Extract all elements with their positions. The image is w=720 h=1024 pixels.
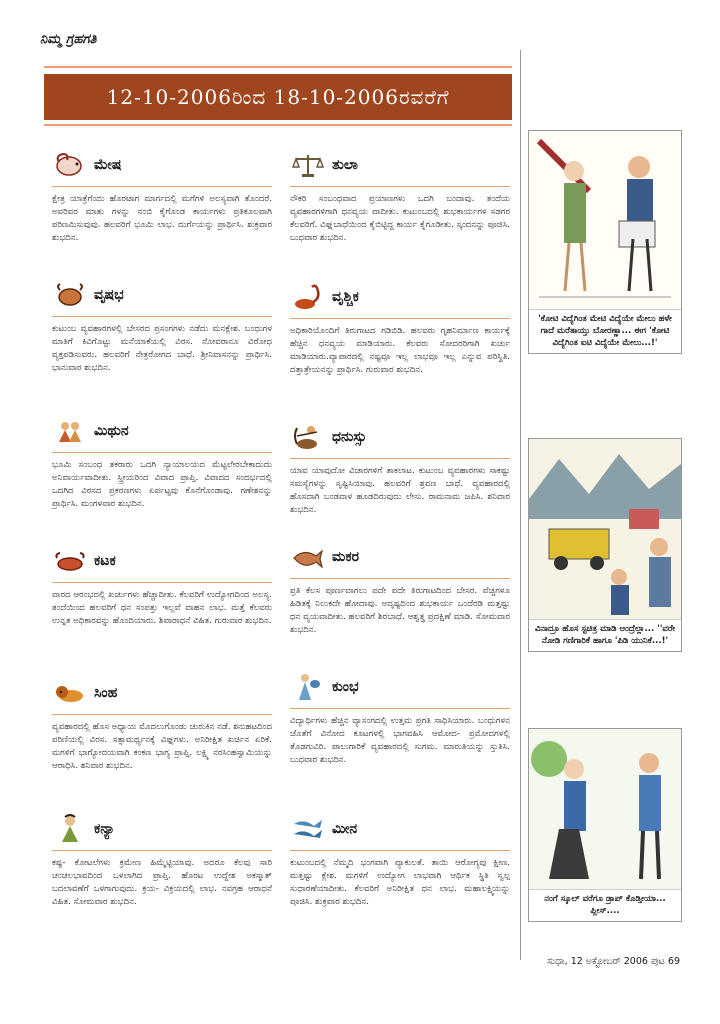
sign-rule [52, 714, 272, 715]
scorpion-icon [290, 282, 326, 312]
banner-rule-bottom [44, 124, 512, 126]
sign-rule [290, 458, 510, 459]
cartoon-2-caption: ವಿನಾದ್ರೂ ಹೊಸ ಸ್ಟಚಿತ್ರ ಮಾಡಿ ಆಂದ್ರೆಲ್ಲಾ... ''ವರೇ ನೋಡಿ ಗಣಿಗಾರಿಕೆ ಹಾಗೂ 'ಪಿಡಿ ಯುನಿಕೆ...!' [529, 619, 681, 651]
sign-rule [52, 316, 272, 317]
sign-makara [290, 540, 510, 637]
sign-name: ಸಿಂಹ [94, 685, 118, 701]
column-divider [520, 50, 521, 960]
sign-mithuna [52, 414, 272, 511]
ram-icon [52, 150, 88, 180]
sign-rule [52, 452, 272, 453]
sign-kumbha [290, 670, 510, 767]
sign-rule [290, 578, 510, 579]
cartoon-2-illustration [529, 439, 681, 619]
sign-name: ಕುಂಭ [332, 679, 359, 695]
sign-rule [290, 186, 510, 187]
date-banner: 12-10-2006ರಿಂದ 18-10-2006ರವರೆಗೆ [44, 74, 512, 120]
sign-vrishabha [52, 278, 272, 375]
sign-rule [52, 582, 272, 583]
sign-text: ಭೂಮಿ ಸಂಬಂಧ ತಕರಾರು ಒದಗಿ ನ್ಯಾಯಾಲಯದ ಮೆಟ್ಟಲೇರಬೇಕಾದುದು ಅನಿವಾರ್ಯವಾದೀತು. ಸ್ತ್ರೀಯರಿಂದ ವಿವಾದ ಪ್ರಾಪ್ತಿ. ವಿವಾದದ ಸಂದರ್ಭದಲ್ಲಿ ಒದಗಿದ ವಿರಸದ ಪ್ರಕರಣಗಳು ಏರ್ಪಟ್ಟವು ಕೊನೆಗೊಂಡಾವು. ಗಣೇಶನನ್ನು ಪ್ರಾರ್ಥಿಸಿ. ಮಂಗಳವಾರ ಶುಭದಿನ. [52, 460, 272, 509]
cartoon-2 [528, 438, 682, 652]
page-footer: ಸುಧಾ, 12 ಅಕ್ಟೋಬರ್ 2006 ಪುಟ 69 [547, 956, 680, 967]
crab-icon [52, 546, 88, 576]
sign-simha [52, 676, 272, 773]
sign-rule [290, 318, 510, 319]
lion-icon [52, 678, 88, 708]
cartoon-1-caption: 'ಕೋಟಿ ವಿದ್ಯೆಗಿಂತ ಮೇಟಿ ವಿದ್ಯೆಯೇ ಮೇಲು ಹಳೇ ಗಾದೆ ಮರೆತಾಯ್ತು ಬೋರಣ್ಣಾ... ಈಗ 'ಕೋಟಿ ವಿದ್ಯೆಗಿಂತ ಐಟಿ ವಿದ್ಯೆಯೇ ಮೇಲು...!' [529, 309, 681, 353]
sign-kanya [52, 812, 272, 909]
sign-name: ಕನ್ಯಾ [94, 821, 115, 837]
cartoon-3-caption: ನಂಗೆ ಸ್ಕೂಲ್ ವರೆಗೂ ಡ್ರಾಪ್ ಕೊಡ್ತೀಯಾ... ಪ್ಲೀಸ್.... [529, 889, 681, 921]
sign-text: ವಿದ್ಯಾರ್ಥಿಗಳು ಹೆಚ್ಚಿನ ವ್ಯಾಸಂಗದಲ್ಲಿ ಉತ್ತಮ ಪ್ರಗತಿ ಸಾಧಿಸಿಯಾರು. ಬಂಧುಗಳನ ಜೊತೆಗೆ ವಿನೋದ ಕೂಟಗಳಲ್ಲಿ ಭಾಗವಹಿಸಿ ಆಮೋದ- ಪ್ರಮೋದಗಳಲ್ಲಿ ತೊಡಗುವಿರಿ. ಪಾಲುಗಾರಿಕೆ ವ್ಯವಹಾರದಲ್ಲಿ ಸುಗಮ. ಮಾರುತಿಯನ್ನು ಸ್ತುತಿಸಿ. ಬುಧವಾರ ಶುಭದಿನ. [290, 716, 510, 765]
water-bearer-icon [290, 672, 326, 702]
sign-text: ವಾರದ ಆರಂಭದಲ್ಲಿ ಖರ್ಚುಗಳು ಹೆಚ್ಚಾದೀತು. ಕೆಲವರಿಗೆ ಉದ್ಯೋಗದಿಂದ ಅಲಸ್ಯ. ತಂದೆಯಿಂದ ಹಲವರಿಗೆ ಧನ ಸಂಪತ್ತು ಇಲ್ಲವೆ ವಾಹನ ಲಾಭ. ಮತ್ತೆ ಕೆಲವರು ಉನ್ನತ ಅಧಿಕಾರವನ್ನು ಹೊಂದಿಯಾರು. ಶಿವಾರಾಧನೆ ವಿಹಿತ. ಗುರುವಾರ ಶುಭದಿನ. [52, 590, 272, 626]
sign-name: ವೃಷಭ [94, 287, 124, 303]
makara-icon [290, 542, 326, 572]
sign-text: ಕುಟುಂಬ ವ್ಯವಹಾರಗಳಲ್ಲಿ ಬೇಸರದ ಪ್ರಸಂಗಗಳು ನಡೆದು ಮನಕ್ಲೇಶ. ಬಂಧುಗಳ ಮಾತಿಗೆ ಕಿವಿಗೊಟ್ಟು ಮನೆಯಾಕೆಯಲ್ಲಿ ವಿರಸ. ನೋವರಾನೂ ವಿರೋಧ ವ್ಯಕ್ತಪಡಿಸುವರು. ಹಲವರಿಗೆ ನೇತ್ರರೋಗದ ಬಾಧೆ. ಶ್ರೀನಿವಾಸನನ್ನು ಪ್ರಾರ್ಥಿಸಿ. ಭಾನುವಾರ ಶುಭದಿನ. [52, 324, 272, 373]
sign-name: ಮಿಥುನ [94, 423, 129, 439]
sign-text: ಕುಟುಂಬದಲ್ಲಿ ನೆಮ್ಮದಿ ಭಂಗವಾಗಿ ವ್ಯಾಕುಲತೆ. ತಾಯಿ ಆರೋಗ್ಯವು ಕ್ಷೀಣ. ಮತ್ತಷ್ಟು ಕ್ಲೇಶ. ಮಗಳಿಗೆ ಉದ್ಯೋಗ ಲಾಭವಾಗಿ ಆರ್ಥಿಕ ಸ್ಥಿತಿ ಸ್ವಲ್ಪ ಸುಧಾರಣೆಯಾದೀತು. ಕೆಲವರಿಗೆ ಅನಿರೀಕ್ಷಿತ ಧನ ಲಾಭ. ಮಹಾಲಕ್ಷ್ಮಿಯನ್ನು ಪೂಜಿಸಿ. ಶುಕ್ರವಾರ ಶುಭದಿನ. [290, 858, 510, 907]
sign-name: ಮೇಷ [94, 157, 122, 173]
section-tag: ನಿಮ್ಮ ಗ್ರಹಗತಿ [40, 32, 97, 47]
sign-name: ಕಟಕ [94, 553, 116, 569]
sign-rule [52, 850, 272, 851]
sign-dhanussu [290, 420, 510, 517]
archer-icon [290, 422, 326, 452]
sign-rule [290, 850, 510, 851]
sign-text: ನೌಕರಿ ಸಂಬಂಧವಾದ ಪ್ರಯಾಣಗಳು ಒದಗಿ ಬಂದಾವು. ತಂದೆಯ ವ್ಯವಹಾರಗಳಿಗಾಗಿ ಧನವ್ಯಯ ವಾದೀತು. ಕುಟುಂಬದಲ್ಲಿ ಶುಭಕಾರ್ಯಗಳ ಸಡಗರ ಕೆಲವರಿಗೆ. ವಿಘ್ನಬಾಧೆಯಿಂದ ಕೈಬಿಟ್ಟಿದ್ದ ಕಾರ್ಯ ಕೈಗೂಡೀತು. ಸ್ಕಂದನನ್ನು ಪೂಜಿಸಿ. ಬುಧವಾರ ಶುಭದಿನ. [290, 194, 510, 243]
cartoon-3 [528, 728, 682, 922]
cartoon-1-illustration [529, 131, 681, 309]
maiden-icon [52, 814, 88, 844]
cartoon-1 [528, 130, 682, 354]
sign-text: ಅಧಿಕಾರಿಯೊಂದಿಗೆ ತಿರುಗಾಟದ ಗಡಿಬಿಡಿ. ಹಲವರು ಗೃಹನಿರ್ಮಾಣ ಕಾರ್ಯಕ್ಕೆ ಹೆಚ್ಚಿನ ಧನವ್ಯಯ ಮಾಡಿಯಾರು. ಕೆಲವರು ಸೋದರರಿಗಾಗಿ ಖರ್ಚು ಮಾಡಿಯಾರು.ವ್ಯಾಪಾರದಲ್ಲಿ ನಷ್ಟವೂ ಇಲ್ಲ ಲಾಭವೂ ಇಲ್ಲ ಎನ್ನುವ ಪರಿಸ್ಥಿತಿ. ದತ್ತಾತ್ರೇಯನನ್ನು ಪ್ರಾರ್ಥಿಸಿ. ಗುರುವಾರ ಶುಭದಿನ. [290, 326, 510, 375]
cartoon-3-illustration [529, 729, 681, 889]
sign-rule [290, 708, 510, 709]
sign-text: ವ್ಯವಹಾರದಲ್ಲಿ ಹೊಸ ಅಧ್ಯಾಯ ಮೊದಲುಗೊಂಡು ಚುರುಕಿನ ನಡೆ. ಶನುಹಟದಿಂದ ಪರಿಣಿಯಲ್ಲಿ ವಿರಸ. ಸತ್ಸಾಮರ್ಥ್ಯನಕ್ಕೆ ವಿಘ್ನಗಳು. ಅನಿರೀಕ್ಷಿತ ಖರ್ಚಿನ ಏರಿಕೆ. ಮಗಳಿಗೆ ಭಾಗ್ಯೋದಯವಾಗಿ ಕಂಕಣ ಭಾಗ್ಯ ಪ್ರಾಪ್ತಿ. ಲಕ್ಷ್ಮಿ ನರಸಿಂಹಸ್ವಾಮಿಯನ್ನು ಆರಾಧಿಸಿ. ಶನಿವಾರ ಶುಭದಿನ. [52, 722, 272, 771]
banner-rule-top [44, 66, 512, 68]
sign-name: ವೃಶ್ಚಿಕ [332, 289, 359, 305]
sign-text: ಪ್ರತಿ ಕೆಲಸ ಪೂರ್ಣವಾಗಲು ಪದೇ ಪದೇ ತಿರುಗಾಟದಿಂದ ಬೇಸರ. ವೆಚ್ಚಗಳೂ ಹಿಡಿತಕ್ಕೆ ನಿಲುಕದೇ ಹೋದಾವು. ಅದೃಷ್ಟದಿಂದ ಶುಭಕಾರ್ಯ ಒಂದೆರಡಿ ಮತ್ತಷ್ಟು ಧನ ವ್ಯಯವಾದೀತು. ಹಲವರಿಗೆ ಶಿರಬಾಧೆ. ಆಶ್ವತ್ಥ ಪ್ರದಕ್ಷಿಣೆ ಮಾಡಿ. ಸೋಮವಾರ ಶುಭದಿನ. [290, 586, 510, 635]
sign-kataka [52, 544, 272, 628]
fish-icon [290, 814, 326, 844]
sign-name: ಧನುಸ್ಸು [332, 429, 367, 445]
scales-icon [290, 150, 326, 180]
sign-name: ತುಲಾ [332, 157, 358, 173]
sign-mesha [52, 148, 272, 245]
sign-name: ಮೀನ [332, 821, 358, 837]
sign-rule [52, 186, 272, 187]
sign-meena [290, 812, 510, 909]
sign-vrishchika [290, 280, 510, 377]
bull-icon [52, 280, 88, 310]
sign-tula [290, 148, 510, 245]
sign-name: ಮಕರ [332, 549, 360, 565]
sign-text: ಕ್ಷೇತ್ರ ಯಾತ್ರೆಗೆಂದು ಹೊರಟಾಗ ಮಾರ್ಗದಲ್ಲಿ ಮಗೆಗಳಿ ಅಲಸ್ಯವಾಗಿ ತೊಂದರೆ. ಅವರಿವರ ಮಾತು ಗಳನ್ನು ನಂಬಿ ಕೈಗೊಂಡ ಕಾರ್ಯಗಳು ಪ್ರತಿಕೂಲವಾಗಿ ಪರಿಣಮಿಸುವುವು. ಹಲವರಿಗೆ ಭೂಮಿ ಲಾಭ. ದುರ್ಗೆಯನ್ನು ಪ್ರಾರ್ಥಿಸಿ. ಶುಕ್ರವಾರ ಶುಭದಿನ. [52, 194, 272, 243]
sign-text: ಕಷ್ಟ- ಕೋಟಲೆಗಳು ಕ್ರಮೇಣ ಹಿಮ್ಮೆಟ್ಟಿಯಾವು. ಅದರೂ ಕೆಲವು ಸಾರಿ ಚಂಚಲಭಾವದಿಂದ ಒಳಲಾಗಿದ ಪ್ರಾಪ್ತಿ. ಹೊರಟ ಉದ್ದೇಶ ಅಕಸ್ಮಾತ್ ಬದಲಾವಣೆಗೆ ಒಳಗಾಗುವುದು. ಕ್ರಯ- ವಿಕ್ರಯದಲ್ಲಿ ಲಾಭ. ನವಗ್ರಹ ಆರಾಧನೆ ವಿಹಿತ. ಸೋಮವಾರ ಶುಭದಿನ. [52, 858, 272, 907]
twins-icon [52, 416, 88, 446]
sign-text: ಯಾವ ಯಾವುದೋ ವಿಚಾರಗಳಿಗೆ ತಾಕಲಾಟ. ಕುಟುಂಬ ವ್ಯವಹಾರಗಳು ಸಾಕಷ್ಟು ಸಮಸ್ಯೆಗಳನ್ನು ಸೃಷ್ಟಿಸಿಯಾವು. ಹಲವರಿಗೆ ಶ್ರವಣ ಬಾಧೆ. ವ್ಯವಹಾರದಲ್ಲಿ ಹೊಸದಾಗಿ ಬಂಡವಾಳ ಹೂಡದಿರುವುದು ಲೇಸು. ರಾಮನಾಮ ಜಪಿಸಿ. ಶನಿವಾರ ಶುಭದಿನ. [290, 466, 510, 515]
